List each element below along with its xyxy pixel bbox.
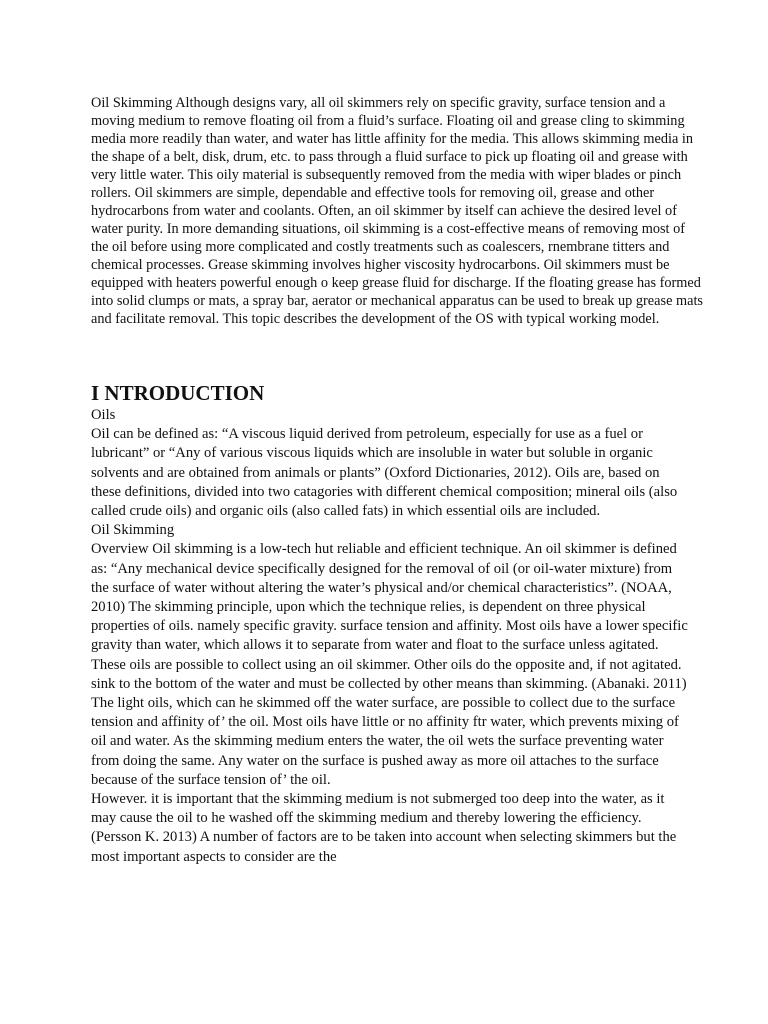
subheading-oils: Oils	[91, 407, 116, 423]
oils-paragraph: Oil can be defined as: “A viscous liquid derived from petroleum, especially for use as a fuel or lubricant” or “Any of various viscous liquids which are insoluble in water but soluble in organic solvents and are obtained from animals or plants” (Oxford Dictionaries, 2012). Oils are, based on these definitions, divided into two catagories with different chemical composition; mineral oils (also called crude oils) and organic oils (also called fats) in which essential oils are included.	[91, 426, 678, 520]
introduction-body	[91, 406, 691, 867]
subheading-oil-skimming: Oil Skimming	[91, 522, 175, 539]
section-heading: I NTRODUCTION	[91, 381, 265, 405]
oil-skimming-paragraph: Overview Oil skimming is a low-tech hut reliable and efficient technique. An oil skimmer is defined as: “Any mechanical device specifically designed for the removal of oil (or oil-water mixture) from the surface of water without altering the water’s physical and/or chemical characteristics”. (NOAA, 2010) The skimming principle, upon which the technique relies, is dependent on three physical properties of oils. namely specific gravity. surface tension and affinity. Most oils have a lower specific gravity than water, which allows it to separate from water and float to the surface unless agitated. These oils are possible to collect using an oil skimmer. Other oils do the opposite and, if not agitated. sink to the bottom of the water and must be collected by other means than skimming. (Abanaki. 2011) The light oils, which can he skimmed off the water surface, are possible to collect due to the surface tension and affinity of’ the oil. Most oils have little or no affinity ftr water, which prevents mixing of oil and water. As the skimming medium enters the water, the oil wets the surface preventing water from doing the same. Any water on the surface is pushed away as more oil attaches to the surface because of the surface tension of’ the oil.	[91, 541, 688, 788]
abstract-paragraph: Oil Skimming Although designs vary, all oil skimmers rely on specific gravity, surface tension and a moving medium to remove floating oil from a fluid’s surface. Floating oil and grease cling to skimming media more readily than water, and water has little affinity for the media. This allows skimming media in the shape of a belt, disk, drum, etc. to pass through a fluid surface to pick up floating oil and grease with very little water. This oily material is subsequently removed from the media with wiper blades or pinch rollers. Oil skimmers are simple, dependable and effective tools for removing oil, grease and other hydrocarbons from water and coolants. Often, an oil skimmer by itself can achieve the desired level of water purity. In more demanding situations, oil skimming is a cost-effective means of removing most of the oil before using more complicated and costly treatments such as coalescers, rnembrane titters and chemical processes. Grease skimming involves higher viscosity hydrocarbons. Oil skimmers must be equipped with heaters powerful enough o keep grease fluid for discharge. If the floating grease has formed into solid clumps or mats, a spray bar, aerator or mechanical apparatus can be used to break up grease mats and facilitate removal. This topic describes the development of the OS with typical working model.	[91, 95, 703, 327]
however-paragraph: However. it is important that the skimming medium is not submerged too deep into the water, as it may cause the oil to he washed off the skimming medium and thereby lowering the efficiency. (Persson K. 2013) A number of factors are to be taken into account when selecting skimmers but the most important aspects to consider are the	[91, 791, 677, 865]
